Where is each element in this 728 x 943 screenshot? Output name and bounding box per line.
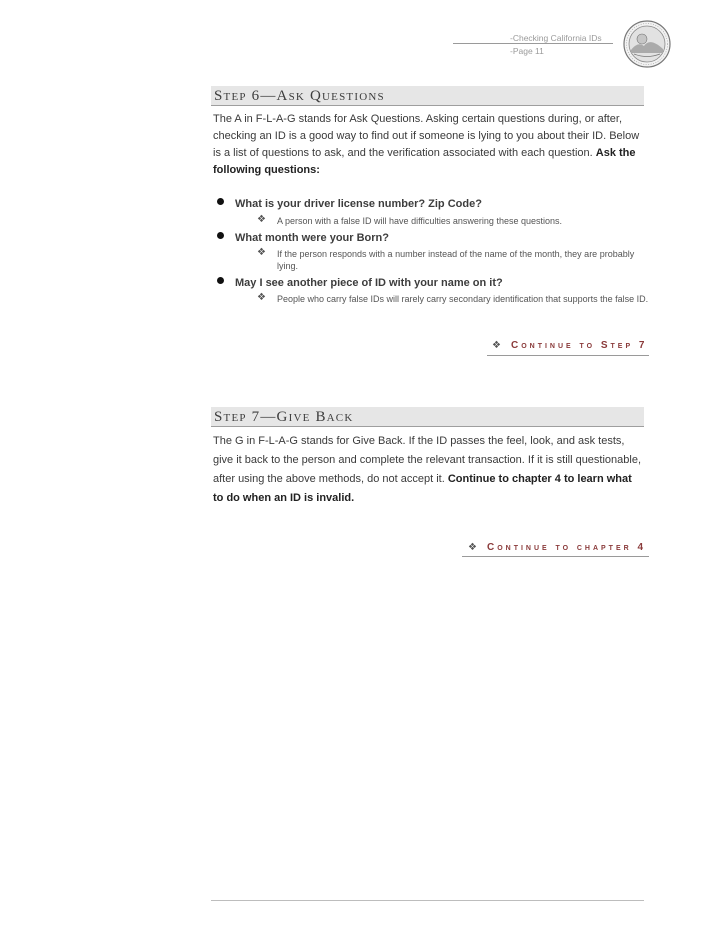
header-doc-title: -Checking California IDs bbox=[510, 33, 602, 43]
step6-intro-paragraph bbox=[213, 111, 645, 179]
section-heading-step6: Step 6—Ask Questions bbox=[211, 86, 644, 106]
step7-body-text: The G in F-L-A-G stands for Give Back. If the ID passes the feel, look, and ask tests, give it back to the person and complete the relevant transaction. If it is still questionable, after using the above methods, do not accept it. bbox=[213, 435, 642, 485]
step6-intro-bold: Ask the following questions: bbox=[213, 147, 636, 176]
continue-rule bbox=[462, 556, 649, 557]
continue-to-step7-link[interactable] bbox=[492, 340, 647, 351]
question-note: A person with a false ID will have difficulties answering these questions. bbox=[277, 216, 562, 226]
diamond-bullet-icon: ❖ bbox=[468, 542, 477, 553]
diamond-bullet-icon: ❖ bbox=[492, 340, 501, 351]
step7-body-paragraph bbox=[213, 432, 645, 508]
list-item bbox=[213, 275, 653, 305]
continue-to-chapter4-link[interactable] bbox=[468, 542, 646, 553]
continue-to-step7-label: Continue to Step 7 bbox=[510, 340, 648, 351]
question-text: What month were your Born? bbox=[235, 232, 389, 244]
step7-body-bold: Continue to chapter 4 to learn what to do when an ID is invalid. bbox=[213, 473, 632, 504]
list-item bbox=[213, 230, 653, 272]
bullet-dot-icon bbox=[217, 232, 224, 239]
list-item bbox=[213, 196, 653, 227]
section-heading-step7: Step 7—Give Back bbox=[211, 407, 644, 427]
question-text: What is your driver license number? Zip Code? bbox=[235, 198, 482, 210]
question-note: If the person responds with a number instead of the name of the month, they are probably lying. bbox=[277, 249, 635, 271]
bullet-dot-icon bbox=[217, 198, 224, 205]
diamond-bullet-icon: ❖ bbox=[257, 247, 266, 258]
question-note: People who carry false IDs will rarely carry secondary identification that supports the false ID. bbox=[277, 294, 649, 304]
state-seal-icon bbox=[622, 19, 672, 69]
step6-intro-text: The A in F-L-A-G stands for Ask Questions. Asking certain questions during, or after, checking an ID is a good way to find out if someone is lying to you about their ID. Below is a list of questions to ask, and the verification associated with each question. bbox=[213, 113, 640, 159]
header-page-number: -Page 11 bbox=[510, 46, 544, 56]
footer-rule bbox=[211, 900, 644, 901]
diamond-bullet-icon: ❖ bbox=[257, 214, 266, 225]
continue-to-chapter4-label: Continue to chapter 4 bbox=[486, 542, 647, 553]
diamond-bullet-icon: ❖ bbox=[257, 292, 266, 303]
question-list bbox=[213, 196, 653, 305]
header-rule bbox=[453, 43, 613, 44]
running-header bbox=[510, 32, 602, 58]
continue-rule bbox=[487, 355, 649, 356]
bullet-dot-icon bbox=[217, 277, 224, 284]
question-text: May I see another piece of ID with your name on it? bbox=[235, 277, 503, 289]
